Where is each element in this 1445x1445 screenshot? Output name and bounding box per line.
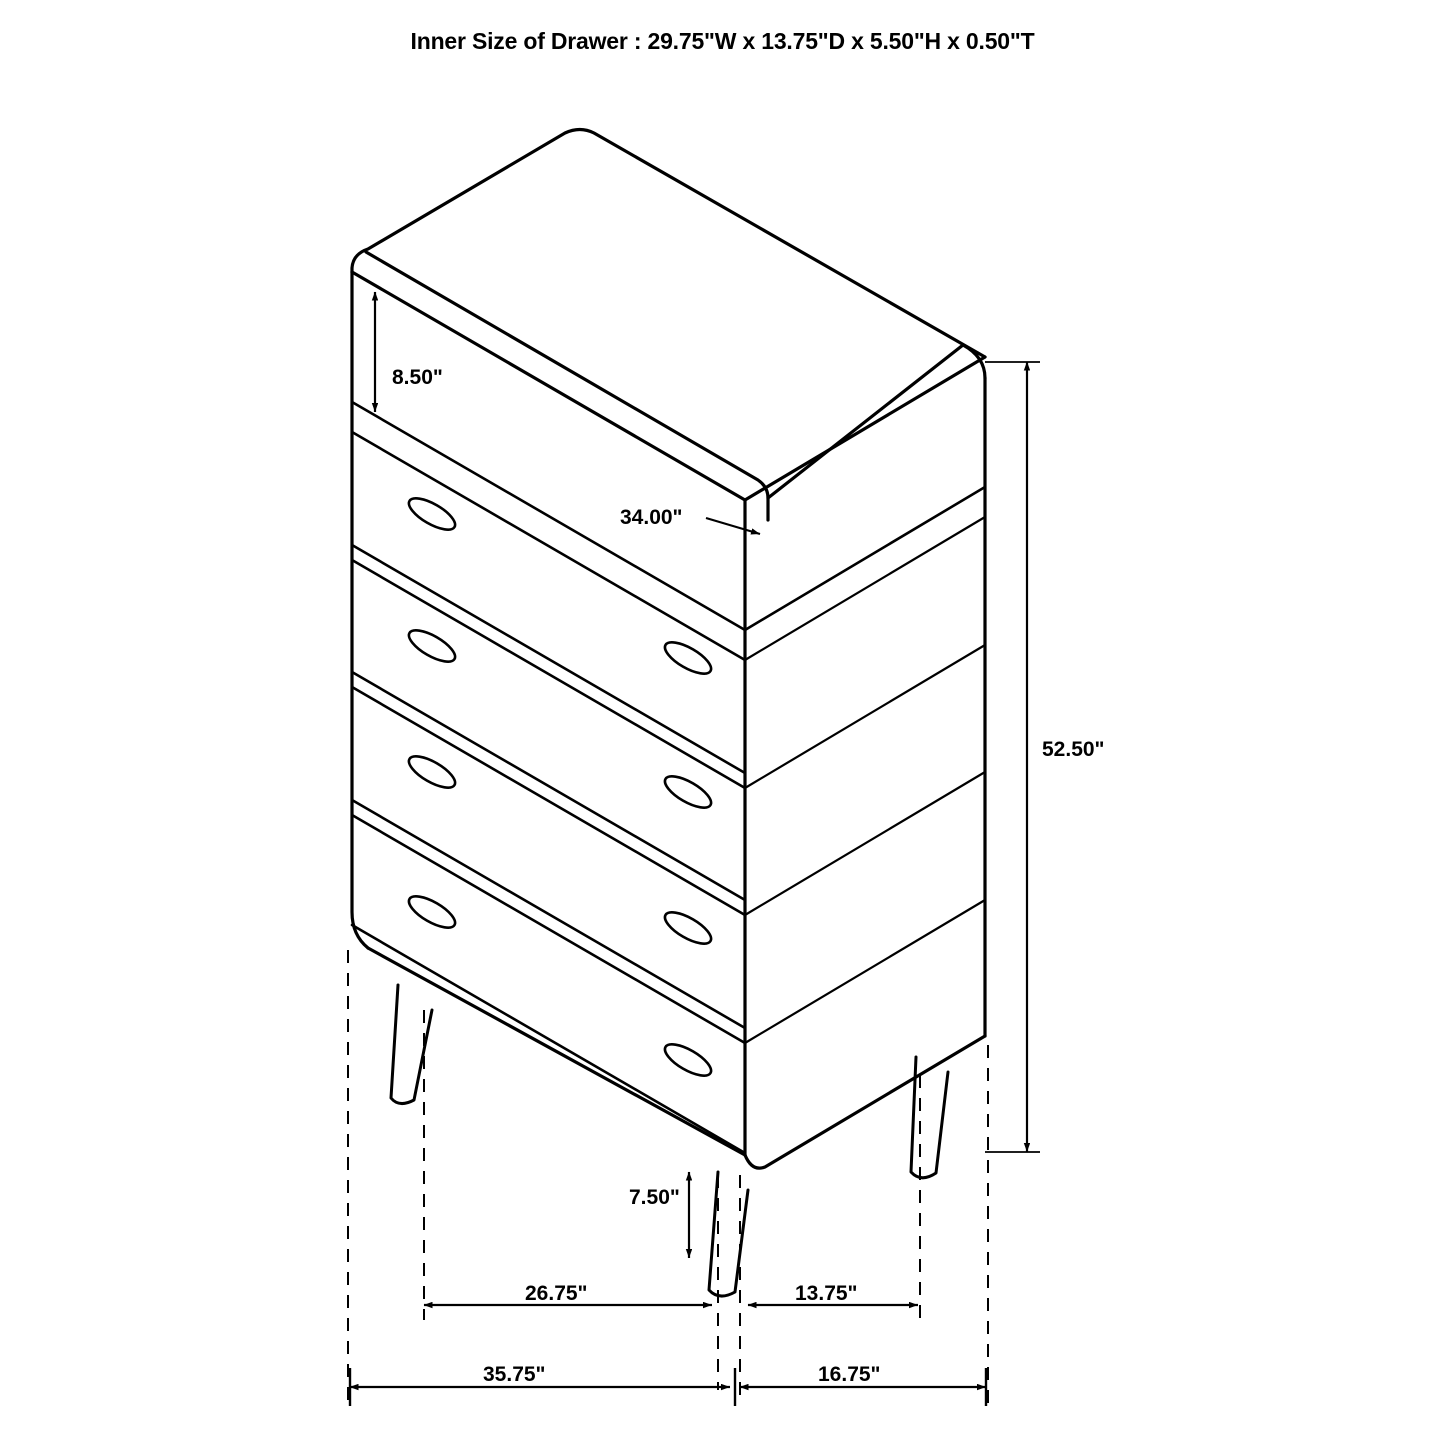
chest-body [352, 130, 985, 1297]
chest-legs [391, 985, 948, 1296]
dim-label-front-width: 34.00" [620, 506, 683, 529]
dim-label-depth-side-base: 13.75" [795, 1282, 858, 1305]
drawer-handle [404, 492, 459, 933]
dim-label-top-panel-height: 8.50" [392, 366, 443, 389]
dim-label-overall-side-span: 16.75" [818, 1363, 881, 1386]
dim-label-total-height: 52.50" [1042, 738, 1105, 761]
dim-34-00-leader [706, 518, 760, 534]
dim-label-overall-front-span: 35.75" [483, 1363, 546, 1386]
page-title: Inner Size of Drawer : 29.75"W x 13.75"D x 5.50"H x 0.50"T [410, 28, 1035, 54]
drawer-handle [660, 636, 715, 1081]
dim-label-depth-front-base: 26.75" [525, 1282, 588, 1305]
dim-label-leg-height: 7.50" [629, 1186, 680, 1209]
